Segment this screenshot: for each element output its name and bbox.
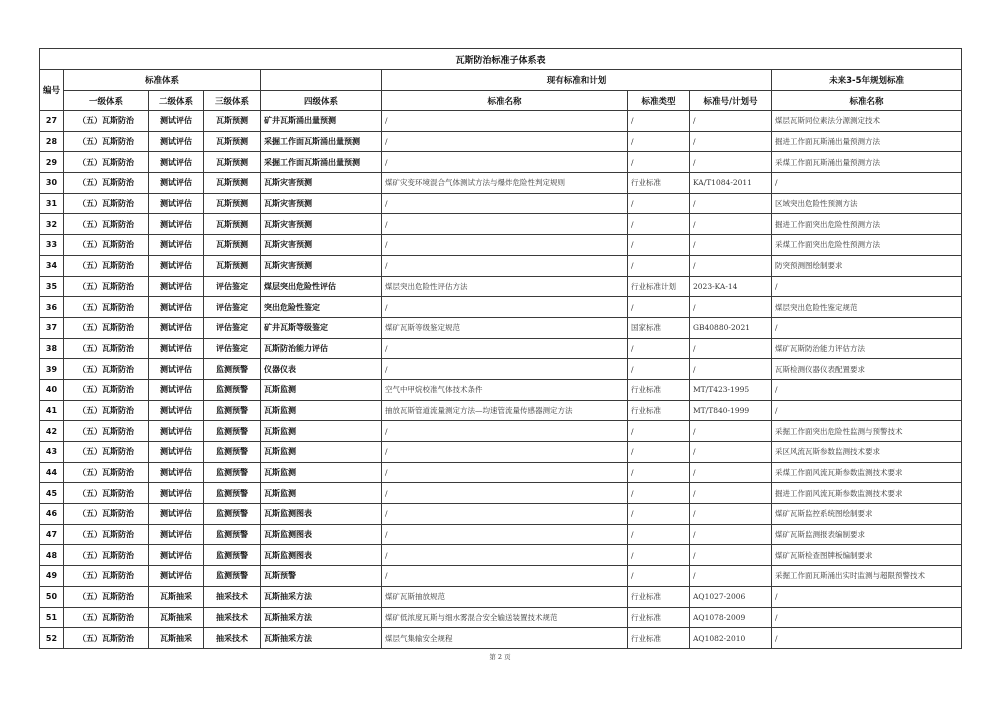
cell-level1: （五）瓦斯防治 [64,173,149,194]
table-row [40,255,962,276]
cell-level3: 监测预警 [204,504,261,525]
cell-level1: （五）瓦斯防治 [64,214,149,235]
cell-std-type: / [628,152,690,173]
cell-level1: （五）瓦斯防治 [64,379,149,400]
cell-std-type: 行业标准 [628,628,690,649]
cell-level4: 瓦斯监测 [261,462,382,483]
cell-std-name: / [382,193,628,214]
cell-std-no: / [690,566,772,587]
cell-future-name: 采区风流瓦斯参数监测技术要求 [772,442,962,463]
standards-table [39,48,962,649]
cell-level4: 瓦斯监测图表 [261,504,382,525]
cell-level4: 采掘工作面瓦斯涌出量预测 [261,152,382,173]
cell-seq: 28 [40,131,64,152]
cell-level1: （五）瓦斯防治 [64,504,149,525]
cell-std-type: / [628,193,690,214]
cell-std-type: / [628,442,690,463]
cell-level2: 测试评估 [149,317,204,338]
table-row [40,235,962,256]
cell-std-type: 国家标准 [628,317,690,338]
cell-level1: （五）瓦斯防治 [64,566,149,587]
cell-seq: 50 [40,586,64,607]
cell-level1: （五）瓦斯防治 [64,545,149,566]
table-row [40,131,962,152]
cell-seq: 48 [40,545,64,566]
cell-level1: （五）瓦斯防治 [64,524,149,545]
cell-level2: 测试评估 [149,462,204,483]
cell-std-name: / [382,255,628,276]
cell-future-name: 区域突出危险性预测方法 [772,193,962,214]
cell-future-name: / [772,173,962,194]
cell-std-no: / [690,297,772,318]
table-row [40,442,962,463]
cell-seq: 40 [40,379,64,400]
cell-std-no: / [690,338,772,359]
cell-level3: 瓦斯预测 [204,214,261,235]
cell-std-type: / [628,483,690,504]
cell-future-name: 采煤工作面瓦斯涌出量预测方法 [772,152,962,173]
cell-std-type: / [628,235,690,256]
cell-seq: 46 [40,504,64,525]
cell-level3: 监测预警 [204,421,261,442]
cell-std-type: / [628,524,690,545]
cell-level4: 仪器仪表 [261,359,382,380]
table-row [40,193,962,214]
cell-std-no: / [690,442,772,463]
cell-level4: 矿井瓦斯涌出量预测 [261,111,382,132]
cell-future-name: 掘进工作面风流瓦斯参数监测技术要求 [772,483,962,504]
cell-std-name: / [382,483,628,504]
cell-std-name: / [382,131,628,152]
cell-std-name: / [382,462,628,483]
cell-std-no: / [690,131,772,152]
cell-level4: 矿井瓦斯等级鉴定 [261,317,382,338]
cell-future-name: 采煤工作面风流瓦斯参数监测技术要求 [772,462,962,483]
cell-std-name: 煤矿瓦斯等级鉴定规范 [382,317,628,338]
table-row [40,524,962,545]
cell-level1: （五）瓦斯防治 [64,193,149,214]
cell-std-name: 煤层气集输安全规程 [382,628,628,649]
cell-future-name: 掘进工作面突出危险性预测方法 [772,214,962,235]
header-row-1 [40,70,962,91]
cell-level2: 瓦斯抽采 [149,586,204,607]
header-row-2 [40,91,962,111]
cell-level3: 瓦斯预测 [204,152,261,173]
cell-std-name: / [382,566,628,587]
cell-level1: （五）瓦斯防治 [64,152,149,173]
title-row [40,49,962,70]
table-row [40,483,962,504]
cell-std-type: / [628,338,690,359]
cell-seq: 52 [40,628,64,649]
cell-level1: （五）瓦斯防治 [64,317,149,338]
cell-level3: 瓦斯预测 [204,173,261,194]
table-row [40,566,962,587]
cell-seq: 39 [40,359,64,380]
cell-level3: 评估鉴定 [204,297,261,318]
table-body [40,111,962,649]
table-row [40,359,962,380]
cell-level1: （五）瓦斯防治 [64,442,149,463]
cell-level4: 瓦斯灾害预测 [261,214,382,235]
cell-seq: 29 [40,152,64,173]
cell-level4: 瓦斯监测 [261,421,382,442]
cell-future-name: / [772,607,962,628]
cell-level3: 瓦斯预测 [204,111,261,132]
cell-std-name: / [382,545,628,566]
header-std-name: 标准名称 [382,91,628,111]
cell-std-type: / [628,359,690,380]
cell-seq: 35 [40,276,64,297]
cell-level1: （五）瓦斯防治 [64,421,149,442]
table-row [40,173,962,194]
table-row [40,421,962,442]
cell-future-name: 采煤工作面突出危险性预测方法 [772,235,962,256]
cell-level4: 采掘工作面瓦斯涌出量预测 [261,131,382,152]
cell-level1: （五）瓦斯防治 [64,607,149,628]
table-row [40,628,962,649]
cell-level1: （五）瓦斯防治 [64,462,149,483]
cell-std-type: 行业标准 [628,586,690,607]
cell-seq: 31 [40,193,64,214]
cell-level3: 监测预警 [204,462,261,483]
cell-level1: （五）瓦斯防治 [64,255,149,276]
cell-level4: 瓦斯监测 [261,400,382,421]
table-row [40,297,962,318]
cell-seq: 33 [40,235,64,256]
cell-future-name: / [772,628,962,649]
cell-std-type: / [628,545,690,566]
cell-level4: 瓦斯预警 [261,566,382,587]
cell-seq: 42 [40,421,64,442]
cell-future-name: 煤矿瓦斯检查图牌板编制要求 [772,545,962,566]
cell-seq: 45 [40,483,64,504]
cell-std-no: / [690,483,772,504]
cell-level2: 测试评估 [149,255,204,276]
cell-seq: 27 [40,111,64,132]
cell-level4: 瓦斯监测 [261,483,382,504]
cell-std-type: 行业标准 [628,379,690,400]
cell-std-no: / [690,421,772,442]
cell-level1: （五）瓦斯防治 [64,235,149,256]
cell-std-no: GB40880-2021 [690,317,772,338]
cell-std-type: / [628,421,690,442]
cell-future-name: / [772,400,962,421]
cell-level4: 瓦斯防治能力评估 [261,338,382,359]
cell-future-name: / [772,379,962,400]
cell-level2: 测试评估 [149,131,204,152]
table-row [40,586,962,607]
table-row [40,400,962,421]
cell-level3: 瓦斯预测 [204,255,261,276]
cell-level2: 测试评估 [149,297,204,318]
cell-level2: 测试评估 [149,338,204,359]
header-standard-system: 标准体系 [64,70,261,91]
cell-level3: 监测预警 [204,545,261,566]
cell-level3: 监测预警 [204,379,261,400]
cell-std-name: / [382,442,628,463]
cell-std-no: / [690,359,772,380]
cell-std-no: AQ1078-2009 [690,607,772,628]
cell-level2: 测试评估 [149,566,204,587]
cell-level2: 测试评估 [149,173,204,194]
cell-std-type: / [628,214,690,235]
table-row [40,462,962,483]
cell-future-name: 防突预测图绘制要求 [772,255,962,276]
cell-std-type: 行业标准 [628,173,690,194]
cell-std-name: 空气中甲烷校准气体技术条件 [382,379,628,400]
cell-std-no: 2023-KA-14 [690,276,772,297]
cell-level2: 测试评估 [149,276,204,297]
cell-std-name: / [382,524,628,545]
cell-std-no: KA/T1084-2011 [690,173,772,194]
cell-level2: 测试评估 [149,214,204,235]
cell-level2: 测试评估 [149,152,204,173]
cell-level3: 抽采技术 [204,628,261,649]
header-level1: 一级体系 [64,91,149,111]
cell-level3: 抽采技术 [204,607,261,628]
cell-level2: 测试评估 [149,524,204,545]
cell-level3: 评估鉴定 [204,317,261,338]
cell-level3: 监测预警 [204,524,261,545]
table-row [40,545,962,566]
cell-level3: 监测预警 [204,400,261,421]
cell-std-no: / [690,255,772,276]
header-level4: 四级体系 [261,91,382,111]
cell-std-type: 行业标准 [628,400,690,421]
cell-level2: 测试评估 [149,111,204,132]
cell-std-name: / [382,235,628,256]
cell-level1: （五）瓦斯防治 [64,338,149,359]
header-future: 未来3-5年规划标准 [772,70,962,91]
cell-future-name: 煤矿瓦斯监控系统图绘制要求 [772,504,962,525]
cell-std-type: 行业标准 [628,607,690,628]
cell-level4: 瓦斯灾害预测 [261,173,382,194]
cell-level4: 瓦斯灾害预测 [261,255,382,276]
cell-level2: 瓦斯抽采 [149,607,204,628]
cell-seq: 37 [40,317,64,338]
table-row [40,338,962,359]
header-level2: 二级体系 [149,91,204,111]
table-row [40,379,962,400]
cell-level4: 突出危险性鉴定 [261,297,382,318]
cell-level1: （五）瓦斯防治 [64,628,149,649]
table-row [40,276,962,297]
table-row [40,317,962,338]
table-row [40,504,962,525]
header-existing: 现有标准和计划 [382,70,772,91]
cell-seq: 44 [40,462,64,483]
table-row [40,111,962,132]
cell-level3: 评估鉴定 [204,276,261,297]
cell-level4: 瓦斯抽采方法 [261,607,382,628]
cell-std-no: / [690,504,772,525]
cell-level4: 煤层突出危险性评估 [261,276,382,297]
cell-std-no: MT/T840-1999 [690,400,772,421]
cell-std-name: 煤矿瓦斯抽放规范 [382,586,628,607]
cell-seq: 47 [40,524,64,545]
cell-std-type: / [628,255,690,276]
cell-seq: 32 [40,214,64,235]
header-seq: 编号 [40,70,64,111]
header-std-no: 标准号/计划号 [690,91,772,111]
cell-std-name: 煤矿低浓度瓦斯与细水雾混合安全输送装置技术规范 [382,607,628,628]
header-level3: 三级体系 [204,91,261,111]
cell-level4: 瓦斯灾害预测 [261,193,382,214]
page-number: 第 2 页 [489,653,511,661]
cell-std-type: / [628,297,690,318]
table-title: 瓦斯防治标准子体系表 [40,49,962,70]
cell-std-name: 煤层突出危险性评估方法 [382,276,628,297]
header-blank [261,70,382,91]
cell-level2: 测试评估 [149,483,204,504]
cell-future-name: 煤矿瓦斯监测报表编制要求 [772,524,962,545]
cell-std-no: AQ1082-2010 [690,628,772,649]
cell-future-name: 瓦斯检测仪器仪表配置要求 [772,359,962,380]
cell-level2: 测试评估 [149,400,204,421]
cell-level1: （五）瓦斯防治 [64,297,149,318]
cell-std-no: / [690,462,772,483]
table-row [40,152,962,173]
cell-std-type: / [628,462,690,483]
cell-seq: 36 [40,297,64,318]
cell-std-no: / [690,193,772,214]
cell-std-name: / [382,338,628,359]
cell-level3: 监测预警 [204,442,261,463]
cell-std-name: / [382,359,628,380]
cell-level4: 瓦斯监测图表 [261,524,382,545]
cell-std-no: / [690,235,772,256]
cell-level4: 瓦斯监测 [261,442,382,463]
cell-level1: （五）瓦斯防治 [64,586,149,607]
cell-seq: 30 [40,173,64,194]
cell-level2: 测试评估 [149,359,204,380]
cell-std-name: / [382,111,628,132]
cell-std-no: / [690,545,772,566]
cell-std-no: / [690,214,772,235]
cell-level4: 瓦斯抽采方法 [261,586,382,607]
cell-std-no: AQ1027-2006 [690,586,772,607]
cell-level4: 瓦斯监测图表 [261,545,382,566]
cell-level3: 评估鉴定 [204,338,261,359]
cell-seq: 49 [40,566,64,587]
cell-level3: 监测预警 [204,359,261,380]
cell-std-type: / [628,131,690,152]
cell-std-name: 煤矿灾变环境混合气体测试方法与爆炸危险性判定规则 [382,173,628,194]
cell-level2: 瓦斯抽采 [149,628,204,649]
cell-std-no: / [690,524,772,545]
table-row [40,214,962,235]
cell-level1: （五）瓦斯防治 [64,111,149,132]
cell-future-name: 煤层突出危险性鉴定规范 [772,297,962,318]
cell-level1: （五）瓦斯防治 [64,359,149,380]
cell-std-no: MT/T423-1995 [690,379,772,400]
cell-std-no: / [690,111,772,132]
cell-level3: 监测预警 [204,483,261,504]
cell-std-type: 行业标准计划 [628,276,690,297]
cell-std-type: / [628,566,690,587]
cell-std-name: / [382,297,628,318]
cell-seq: 41 [40,400,64,421]
header-std-type: 标准类型 [628,91,690,111]
cell-future-name: / [772,586,962,607]
cell-std-name: / [382,152,628,173]
cell-level2: 测试评估 [149,442,204,463]
cell-level4: 瓦斯监测 [261,379,382,400]
cell-level2: 测试评估 [149,379,204,400]
cell-std-type: / [628,504,690,525]
cell-level3: 监测预警 [204,566,261,587]
cell-std-name: 抽放瓦斯管道流量测定方法—均速管流量传感器测定方法 [382,400,628,421]
table-row [40,607,962,628]
cell-std-type: / [628,111,690,132]
cell-future-name: / [772,317,962,338]
cell-future-name: / [772,276,962,297]
cell-seq: 38 [40,338,64,359]
cell-level1: （五）瓦斯防治 [64,483,149,504]
cell-future-name: 采掘工作面突出危险性监测与预警技术 [772,421,962,442]
cell-level2: 测试评估 [149,193,204,214]
cell-future-name: 掘进工作面瓦斯涌出量预测方法 [772,131,962,152]
cell-std-name: / [382,421,628,442]
cell-level4: 瓦斯抽采方法 [261,628,382,649]
cell-std-name: / [382,214,628,235]
cell-level1: （五）瓦斯防治 [64,400,149,421]
cell-seq: 51 [40,607,64,628]
cell-level2: 测试评估 [149,235,204,256]
cell-level2: 测试评估 [149,421,204,442]
cell-std-no: / [690,152,772,173]
cell-level2: 测试评估 [149,545,204,566]
cell-level1: （五）瓦斯防治 [64,276,149,297]
cell-std-name: / [382,504,628,525]
cell-level2: 测试评估 [149,504,204,525]
cell-level4: 瓦斯灾害预测 [261,235,382,256]
cell-level1: （五）瓦斯防治 [64,131,149,152]
cell-level3: 瓦斯预测 [204,131,261,152]
cell-level3: 瓦斯预测 [204,235,261,256]
cell-future-name: 煤层瓦斯同位素法分源测定技术 [772,111,962,132]
header-future-name: 标准名称 [772,91,962,111]
cell-seq: 43 [40,442,64,463]
cell-level3: 抽采技术 [204,586,261,607]
cell-future-name: 采掘工作面瓦斯涌出实时监测与超限预警技术 [772,566,962,587]
cell-seq: 34 [40,255,64,276]
cell-future-name: 煤矿瓦斯防治能力评估方法 [772,338,962,359]
cell-level3: 瓦斯预测 [204,193,261,214]
